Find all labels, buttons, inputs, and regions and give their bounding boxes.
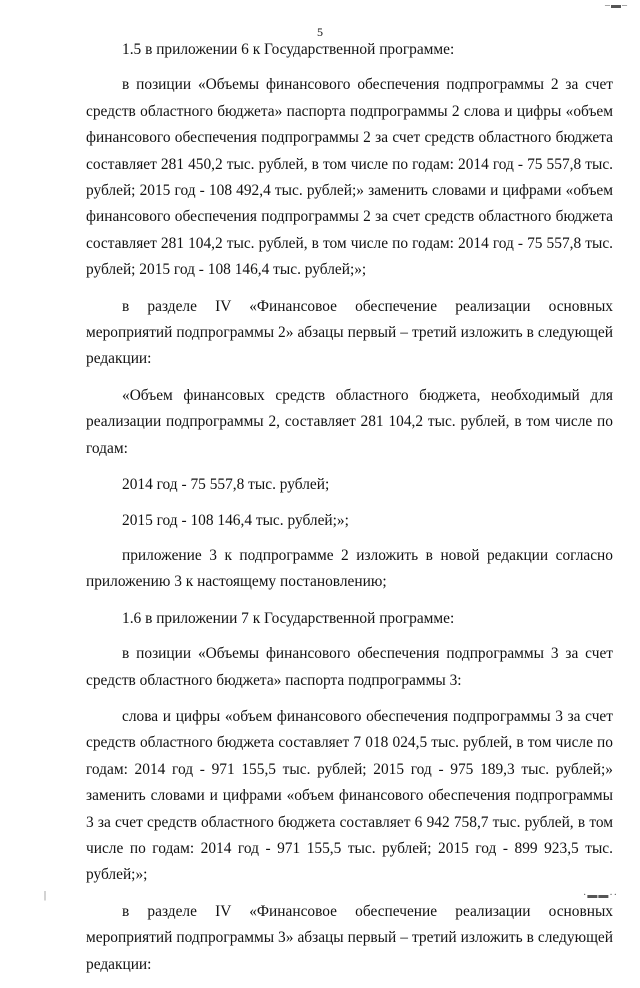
scan-mark-top-right: ‒▬‒ (605, 0, 628, 11)
page-number: 5 (317, 25, 323, 39)
paragraph-section-iv-sub3: в разделе IV «Финансовое обеспечение реализации основных мероприятий подпрограммы 3» абзацы первый – третий изложить в следующей редакции: (86, 902, 613, 973)
paragraph-year-2015: 2015 год - 108 146,4 тыс. рублей;»; (122, 511, 349, 529)
paragraph-subprogram-2-passport: в позиции «Объемы финансового обеспечения подпрограммы 2 за счет средств областного бюджета» паспорта подпрограммы 2 слова и цифры «объем финансового обеспечения подпрограммы 2 за счет средств областного бюджета составляет 281 450,2 тыс. рублей, в том числе по годам: 2014 год - 75 557,8 тыс. рублей; 2015 год - 108 492,4 тыс. рублей;» заменить словами и цифрами «объем финансового обеспечения подпрограммы 2 за счет средств областного бюджета составляет 281 104,2 тыс. рублей, в том числе по годам: 2014 год - 75 557,8 тыс. рублей; 2015 год - 108 146,4 тыс. рублей;»; (86, 76, 613, 279)
paragraph-item-1-6: 1.6 в приложении 7 к Государственной программе: (122, 609, 455, 627)
scan-mark-bottom-left: | (44, 890, 48, 901)
paragraph-section-iv-sub2: в разделе IV «Финансовое обеспечение реализации основных мероприятий подпрограммы 2» абзацы первый – третий изложить в следующей редакции: (86, 297, 613, 368)
document-body (86, 37, 613, 988)
paragraph-year-2014: 2014 год - 75 557,8 тыс. рублей; (122, 476, 330, 494)
paragraph-item-1-5: 1.5 в приложении 6 к Государственной программе: (122, 41, 455, 58)
paragraph-words-and-figures-sub3: слова и цифры «объем финансового обеспечения подпрограммы 3 за счет средств областного бюджета составляет 7 018 024,5 тыс. рублей, в том числе по годам: 2014 год - 971 155,5 тыс. рублей; 2015 год - 975 189,3 тыс. рублей;» заменить словами и цифрами «объем финансового обеспечения подпрограммы 3 за счет средств областного бюджета составляет 6 942 758,7 тыс. рублей, в том числе по годам: 2014 год - 971 155,5 тыс. рублей; 2015 год - 899 923,5 тыс. рублей;»; (86, 707, 613, 884)
paragraph-annex-3: приложение 3 к подпрограмме 2 изложить в новой редакции согласно приложению 3 к настоящему постановлению; (86, 546, 613, 591)
scan-mark-bottom-right: ·▬▬·· (583, 890, 618, 901)
paragraph-funding-volume-sub2: «Объем финансовых средств областного бюджета, необходимый для реализации подпрограммы 2, составляет 281 104,2 тыс. рублей, в том числе по годам: (86, 386, 613, 457)
paragraph-subprogram-3-passport: в позиции «Объемы финансового обеспечения подпрограммы 3 за счет средств областного бюджета» паспорта подпрограммы 3: (86, 645, 613, 689)
